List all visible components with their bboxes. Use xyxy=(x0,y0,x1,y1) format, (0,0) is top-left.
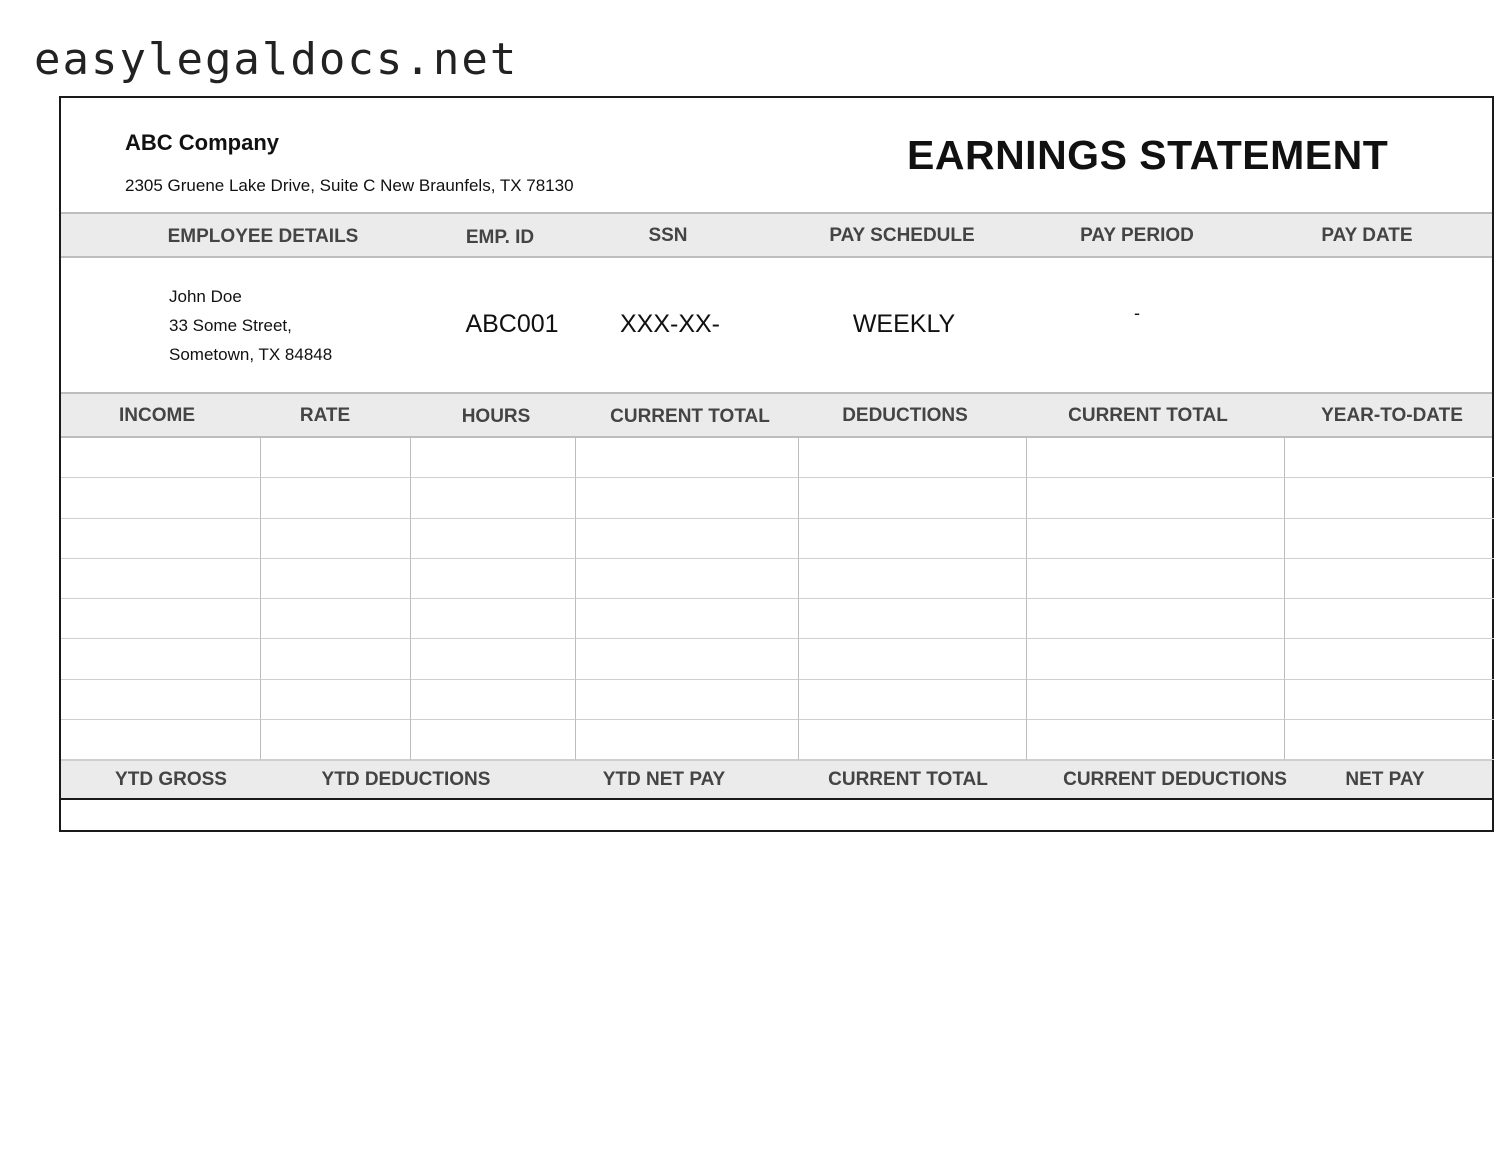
employee-city: Sometown, TX 84848 xyxy=(169,345,333,364)
earnings-grid-cell[interactable] xyxy=(261,519,411,559)
earnings-grid-cell[interactable] xyxy=(1027,559,1285,599)
statement-title: EARNINGS STATEMENT xyxy=(907,132,1389,178)
earnings-grid-cell[interactable] xyxy=(411,599,576,639)
earnings-grid-cell[interactable] xyxy=(799,680,1027,720)
earnings-grid-cell[interactable] xyxy=(576,438,799,478)
ssn-value: XXX-XX- xyxy=(619,310,721,338)
header-ytd-gross: YTD GROSS xyxy=(115,769,227,790)
earnings-grid-cell[interactable] xyxy=(261,599,411,639)
employee-street: 33 Some Street, xyxy=(169,316,292,335)
earnings-grid-cell[interactable] xyxy=(261,720,411,760)
header-deductions-current-total: CURRENT TOTAL xyxy=(1068,405,1228,426)
employee-name: John Doe xyxy=(169,287,242,306)
summary-header-band xyxy=(61,760,1492,800)
earnings-grid-cell[interactable] xyxy=(261,559,411,599)
employee-header-band xyxy=(61,212,1492,258)
header-deductions: DEDUCTIONS xyxy=(842,405,968,426)
earnings-grid-cell[interactable] xyxy=(1285,438,1494,478)
earnings-grid-cell[interactable] xyxy=(261,438,411,478)
header-hours: HOURS xyxy=(461,406,531,427)
earnings-grid-cell[interactable] xyxy=(1027,438,1285,478)
earnings-grid-cell[interactable] xyxy=(799,599,1027,639)
earnings-grid-cell[interactable] xyxy=(799,478,1027,518)
header-ssn: SSN xyxy=(648,225,688,246)
earnings-grid-cell[interactable] xyxy=(799,639,1027,679)
earnings-grid-cell[interactable] xyxy=(576,519,799,559)
earnings-grid-cell[interactable] xyxy=(411,639,576,679)
header-income: INCOME xyxy=(119,405,195,426)
earnings-grid-cell[interactable] xyxy=(799,720,1027,760)
site-watermark: easylegaldocs.net xyxy=(34,34,519,85)
earnings-grid-cell[interactable] xyxy=(1285,720,1494,760)
header-pay-date: PAY DATE xyxy=(1321,225,1413,246)
earnings-grid-cell[interactable] xyxy=(1027,478,1285,518)
earnings-grid-cell[interactable] xyxy=(576,559,799,599)
header-income-current-total: CURRENT TOTAL xyxy=(610,406,770,427)
earnings-grid-cell[interactable] xyxy=(1285,639,1494,679)
earnings-grid-cell[interactable] xyxy=(799,438,1027,478)
earnings-header-band xyxy=(61,392,1492,438)
header-summary-current-total: CURRENT TOTAL xyxy=(828,769,988,790)
header-rate: RATE xyxy=(299,405,351,426)
header-ytd-deductions: YTD DEDUCTIONS xyxy=(321,769,491,790)
pay-period-value: - xyxy=(1134,303,1140,323)
earnings-grid-cell[interactable] xyxy=(1027,519,1285,559)
earnings-grid-cell[interactable] xyxy=(411,519,576,559)
earnings-grid-cell[interactable] xyxy=(261,639,411,679)
earnings-grid-cell[interactable] xyxy=(411,438,576,478)
earnings-grid-cell[interactable] xyxy=(576,720,799,760)
earnings-grid-cell[interactable] xyxy=(1027,720,1285,760)
header-emp-id: EMP. ID xyxy=(465,227,535,248)
header-employee-details: EMPLOYEE DETAILS xyxy=(167,226,359,247)
header-net-pay: NET PAY xyxy=(1345,769,1425,790)
header-pay-period: PAY PERIOD xyxy=(1080,225,1194,246)
earnings-grid-cell[interactable] xyxy=(576,599,799,639)
earnings-grid-cell[interactable] xyxy=(261,478,411,518)
earnings-grid-cell[interactable] xyxy=(1027,599,1285,639)
company-address: 2305 Gruene Lake Drive, Suite C New Braunfels, TX 78130 xyxy=(125,176,574,195)
pay-schedule-value: WEEKLY xyxy=(852,310,956,338)
earnings-grid-cell[interactable] xyxy=(61,519,261,559)
header-year-to-date: YEAR-TO-DATE xyxy=(1321,405,1463,426)
earnings-grid-cell[interactable] xyxy=(411,478,576,518)
earnings-grid-cell[interactable] xyxy=(1027,639,1285,679)
earnings-grid-cell[interactable] xyxy=(61,639,261,679)
earnings-statement-form xyxy=(59,96,1494,832)
earnings-grid-cell[interactable] xyxy=(411,680,576,720)
earnings-grid-cell[interactable] xyxy=(1285,478,1494,518)
header-pay-schedule: PAY SCHEDULE xyxy=(829,225,975,246)
earnings-grid-cell[interactable] xyxy=(576,639,799,679)
earnings-grid-cell[interactable] xyxy=(799,559,1027,599)
company-name: ABC Company xyxy=(125,130,280,155)
earnings-grid-cell[interactable] xyxy=(61,599,261,639)
earnings-grid-cell[interactable] xyxy=(1027,680,1285,720)
earnings-grid-cell[interactable] xyxy=(1285,680,1494,720)
earnings-grid-cell[interactable] xyxy=(61,559,261,599)
earnings-grid-cell[interactable] xyxy=(411,720,576,760)
earnings-grid-cell[interactable] xyxy=(799,519,1027,559)
earnings-grid-cell[interactable] xyxy=(61,720,261,760)
earnings-grid-cell[interactable] xyxy=(61,680,261,720)
earnings-grid-cell[interactable] xyxy=(411,559,576,599)
earnings-grid-cell[interactable] xyxy=(1285,599,1494,639)
earnings-grid-cell[interactable] xyxy=(1285,559,1494,599)
earnings-grid-cell[interactable] xyxy=(576,478,799,518)
earnings-grid-cell[interactable] xyxy=(61,438,261,478)
earnings-grid-cell[interactable] xyxy=(576,680,799,720)
header-ytd-net-pay: YTD NET PAY xyxy=(602,769,726,790)
employee-id-value: ABC001 xyxy=(465,310,559,338)
earnings-grid-cell[interactable] xyxy=(261,680,411,720)
earnings-grid-cell[interactable] xyxy=(1285,519,1494,559)
header-current-deductions: CURRENT DEDUCTIONS xyxy=(1063,769,1287,790)
earnings-grid-cell[interactable] xyxy=(61,478,261,518)
